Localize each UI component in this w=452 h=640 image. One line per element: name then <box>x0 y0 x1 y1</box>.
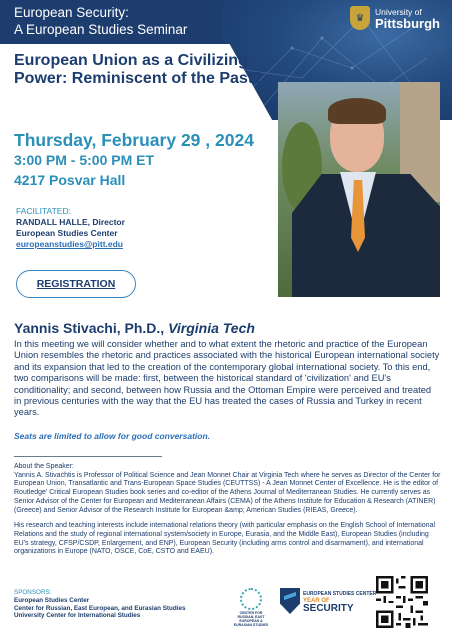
event-datetime <box>14 130 254 190</box>
series-line-2: A European Studies Seminar <box>14 22 188 37</box>
yos-line-3: SECURITY <box>303 602 354 614</box>
facilitator-name: RANDALL HALLE, Director <box>16 217 125 227</box>
registration-button[interactable]: REGISTRATION <box>16 270 136 298</box>
speaker-heading <box>14 320 255 336</box>
university-logo <box>350 6 440 30</box>
qr-code-icon[interactable] <box>376 576 428 628</box>
year-of-security-logo <box>280 588 376 614</box>
speaker-photo <box>278 82 440 297</box>
about-speaker <box>14 463 442 564</box>
facilitator-label: FACILITATED: <box>16 206 71 216</box>
sponsors-block <box>14 589 185 620</box>
facilitator-org: European Studies Center <box>16 228 118 238</box>
sponsor-item: European Studies Center <box>14 596 90 604</box>
about-bio-1: Yannis A. Stivachtis is Professor of Political Science and Jean Monnet Chair at Virginia Tech where he serves as Director of the Center for European Union, Transatlantic and Trans-European Space Studies (CEUTTSS) - A Jean Monnet Center of Excellence. He is the editor of Routledge' Critical European Studies book series and co-editor of the Athens Journal of Mediterranean Studies. He currently serves as Senior Advisor of the Center for European and Mediterranean Affairs (CEMA) of the Athens Institute for Education & Research (ATINER) (Greece) and Senior Advisor of the Research Institute for European &amp; American Studies (RIEAS, Greece). <box>14 471 441 514</box>
shield-icon <box>280 588 300 614</box>
divider <box>14 456 162 457</box>
event-date: Thursday, February 29 , 2024 <box>14 130 254 150</box>
event-time: 3:00 PM - 5:00 PM ET <box>14 152 155 168</box>
speaker-affiliation: Virginia Tech <box>168 320 255 336</box>
university-seal-icon: ♛ <box>350 6 370 30</box>
sponsors-label: SPONSORS: <box>14 589 52 596</box>
event-location: 4217 Posvar Hall <box>14 172 126 188</box>
about-bio-2: His research and teaching interests include international relations theory (with particular emphasis on the English School of International Relations and the study of regional international system/society in Europe, Eurasia, and the Middle East), European Studies (including EU's strategy, CFSP/CSDP, Enlargement, and ENP), European Security (including arms control and disarmament), and international organizations in Europe (NATO, OSCE, CoE, CSTO and EAEU). <box>14 522 436 556</box>
yos-line-2: YEAR OF <box>303 597 330 604</box>
university-logo-line-2: Pittsburgh <box>375 16 440 31</box>
speaker-name: Yannis Stivachi, Ph.D., <box>14 320 169 336</box>
crees-mark-icon <box>240 588 262 610</box>
crees-logo <box>232 588 270 627</box>
about-heading: About the Speaker: <box>14 463 74 470</box>
seats-note: Seats are limited to allow for good conversation. <box>14 431 211 441</box>
seminar-series-title <box>14 4 187 38</box>
event-abstract: In this meeting we will consider whether and to what extent the rhetoric and practice of the European Union resembles the rhetoric and practices associated with the historical European international society and its expansion that led to the creation of the contemporary global international society. To this end, two comparisons will be made: first, between the historical standard of 'civilization' and EU's conditionality; and second, between how Russia and the Ottoman Empire were perceived and treated in previous centuries with the way that the EU has treated the cases of Russia and Turkey in recent years. <box>14 339 440 418</box>
event-title: European Union as a Civilizing Power: Reminiscent of the Past? <box>14 52 263 87</box>
series-line-1: European Security: <box>14 5 129 20</box>
sponsor-item: Center for Russian, East European, and Eurasian Studies <box>14 604 186 612</box>
yos-line-1: EUROPEAN STUDIES CENTER <box>303 590 377 597</box>
university-logo-line-1: University of <box>375 7 422 17</box>
sponsor-item: University Center for International Studies <box>14 612 141 620</box>
facilitator-email-link[interactable]: europeanstudies@pitt.edu <box>16 239 123 249</box>
facilitator-block <box>16 206 125 250</box>
crees-logo-text: CENTER FOR RUSSIAN, EAST EUROPEAN & EURASIAN STUDIES <box>233 611 269 627</box>
